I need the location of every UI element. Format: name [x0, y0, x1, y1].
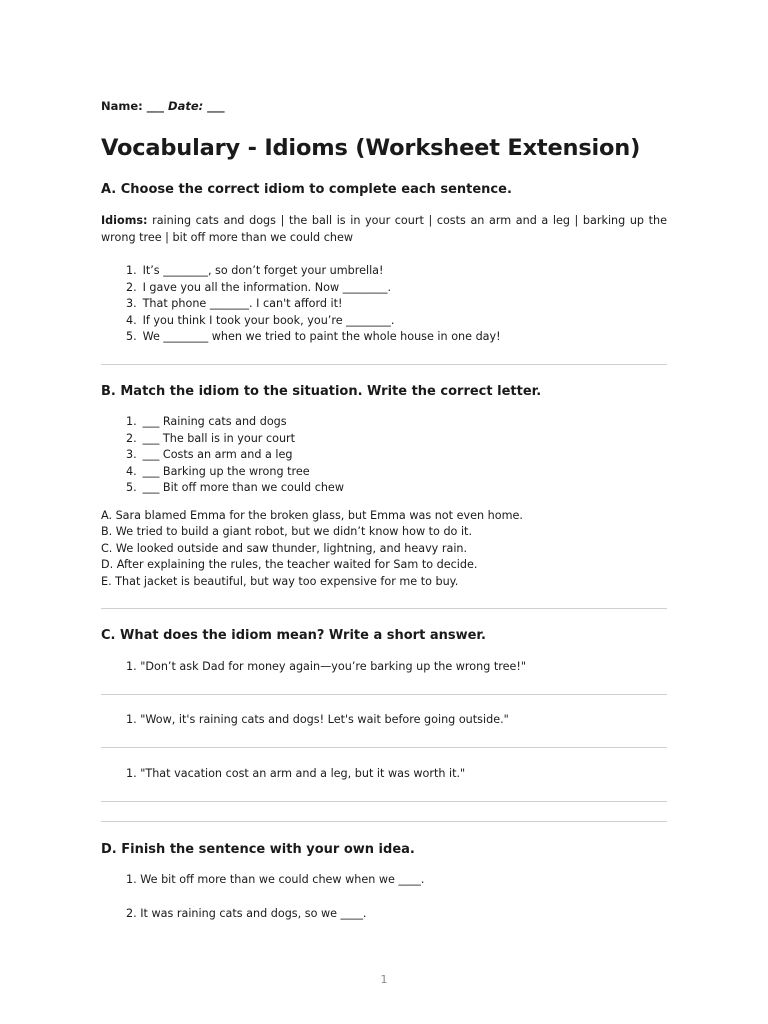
date-label: Date: ___: [168, 99, 225, 113]
answer-line: [101, 694, 667, 695]
section-a-heading: A. Choose the correct idiom to complete each sentence.: [101, 182, 512, 197]
divider: [101, 364, 667, 365]
list-item: 4. ___ Barking up the wrong tree: [126, 464, 310, 478]
option-item: E. That jacket is beautiful, but way too expensive for me to buy.: [101, 574, 459, 588]
option-item: C. We looked outside and saw thunder, lightning, and heavy rain.: [101, 541, 468, 555]
section-b-list: [101, 414, 344, 497]
list-item: 5. We ________ when we tried to paint the whole house in one day!: [126, 330, 501, 344]
section-a-list: [101, 263, 501, 346]
list-item: 3. ___ Costs an arm and a leg: [126, 448, 293, 462]
question-item: 1. "That vacation cost an arm and a leg, but it was worth it.": [126, 767, 466, 780]
list-item: 5. ___ Bit off more than we could chew: [126, 481, 344, 495]
section-d-heading: D. Finish the sentence with your own idea.: [101, 842, 415, 857]
section-c-heading: C. What does the idiom mean? Write a short answer.: [101, 628, 486, 643]
section-b-heading: B. Match the idiom to the situation. Write the correct letter.: [101, 384, 542, 399]
question-item: 1. "Wow, it's raining cats and dogs! Let's wait before going outside.": [126, 713, 509, 726]
option-item: B. We tried to build a giant robot, but we didn’t know how to do it.: [101, 525, 473, 539]
page-number: 1: [380, 973, 388, 986]
idioms-label: Idioms:: [101, 214, 148, 227]
answer-line: [101, 747, 667, 748]
situation-options: [101, 508, 523, 590]
question-item: 1. "Don’t ask Dad for money again—you’re barking up the wrong tree!": [126, 660, 526, 673]
list-item: 3. That phone _______. I can't afford it!: [126, 297, 343, 311]
name-label: Name: ___: [101, 99, 165, 113]
divider: [101, 608, 667, 609]
option-item: A. Sara blamed Emma for the broken glass, but Emma was not even home.: [101, 509, 523, 522]
list-item: 4. If you think I took your book, you’re ________.: [126, 313, 395, 327]
idioms-text: raining cats and dogs | the ball is in your court | costs an arm and a leg | barking up the wrong tree | bit off more than we could chew: [101, 214, 667, 244]
answer-line: [101, 801, 667, 802]
sentence-item: 2. It was raining cats and dogs, so we ____.: [126, 907, 367, 920]
sentence-item: 1. We bit off more than we could chew when we ____.: [126, 873, 425, 886]
name-date-line: [101, 99, 225, 113]
list-item: 2. I gave you all the information. Now ________.: [126, 280, 391, 294]
page-title: Vocabulary - Idioms (Worksheet Extension): [101, 135, 641, 161]
list-item: 2. ___ The ball is in your court: [126, 431, 296, 445]
list-item: 1. It’s ________, so don’t forget your umbrella!: [126, 264, 384, 277]
option-item: D. After explaining the rules, the teacher waited for Sam to decide.: [101, 558, 478, 572]
idioms-list: [101, 212, 667, 246]
divider: [101, 821, 667, 822]
list-item: 1. ___ Raining cats and dogs: [126, 415, 287, 428]
